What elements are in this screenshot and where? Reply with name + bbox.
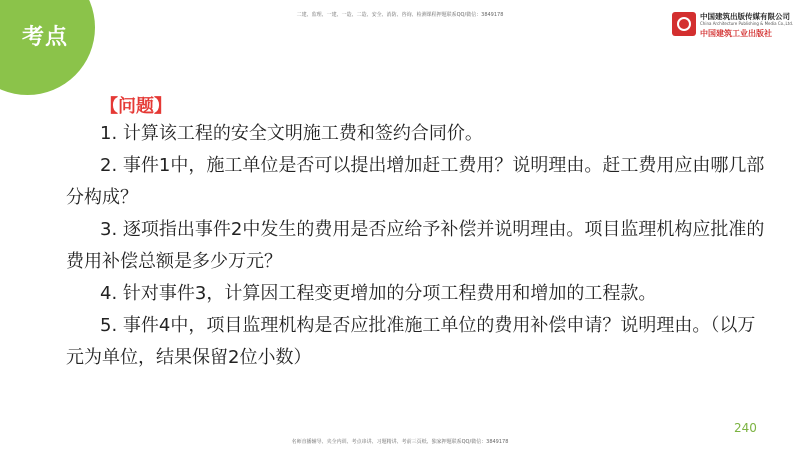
watermark-bottom: 名师直播辅导、夹全内训、考点串讲、习题精讲、考前三页纸、独家押题联系QQ/微信：3849178 bbox=[291, 439, 509, 445]
page-number: 240 bbox=[734, 421, 757, 435]
question-3: 3. 逐项指出事件2中发生的费用是否应给予补偿并说明理由。项目监理机构应批准的费用补偿总额是多少万元？ bbox=[66, 219, 765, 272]
questions-heading: 【问题】 bbox=[100, 96, 172, 117]
publisher-name-en: China Architecture Publishing & Media Co.,Ltd. bbox=[700, 21, 794, 26]
topic-badge-label: 考点 bbox=[22, 25, 69, 50]
publisher-name-press: 中国建筑工业出版社 bbox=[700, 28, 772, 38]
watermark-top: 二建、监理、一建、一造、二造、安全、消防、咨询、检测课程押题联系QQ/微信：3849178 bbox=[296, 12, 504, 18]
question-2: 2. 事件1中，施工单位是否可以提出增加赶工费用？说明理由。赶工费用应由哪几部分构成？ bbox=[66, 155, 765, 208]
question-1: 1. 计算该工程的安全文明施工费和签约合同价。 bbox=[100, 123, 483, 144]
publisher-emblem-icon bbox=[672, 12, 696, 36]
publisher-logo bbox=[672, 10, 796, 40]
publisher-name-cn: 中国建筑出版传媒有限公司 bbox=[700, 12, 790, 21]
question-4: 4. 针对事件3，计算因工程变更增加的分项工程费用和增加的工程款。 bbox=[100, 283, 657, 304]
question-5: 5. 事件4中，项目监理机构是否应批准施工单位的费用补偿申请？说明理由。（以万元为单位，结果保留2位小数） bbox=[66, 315, 756, 368]
